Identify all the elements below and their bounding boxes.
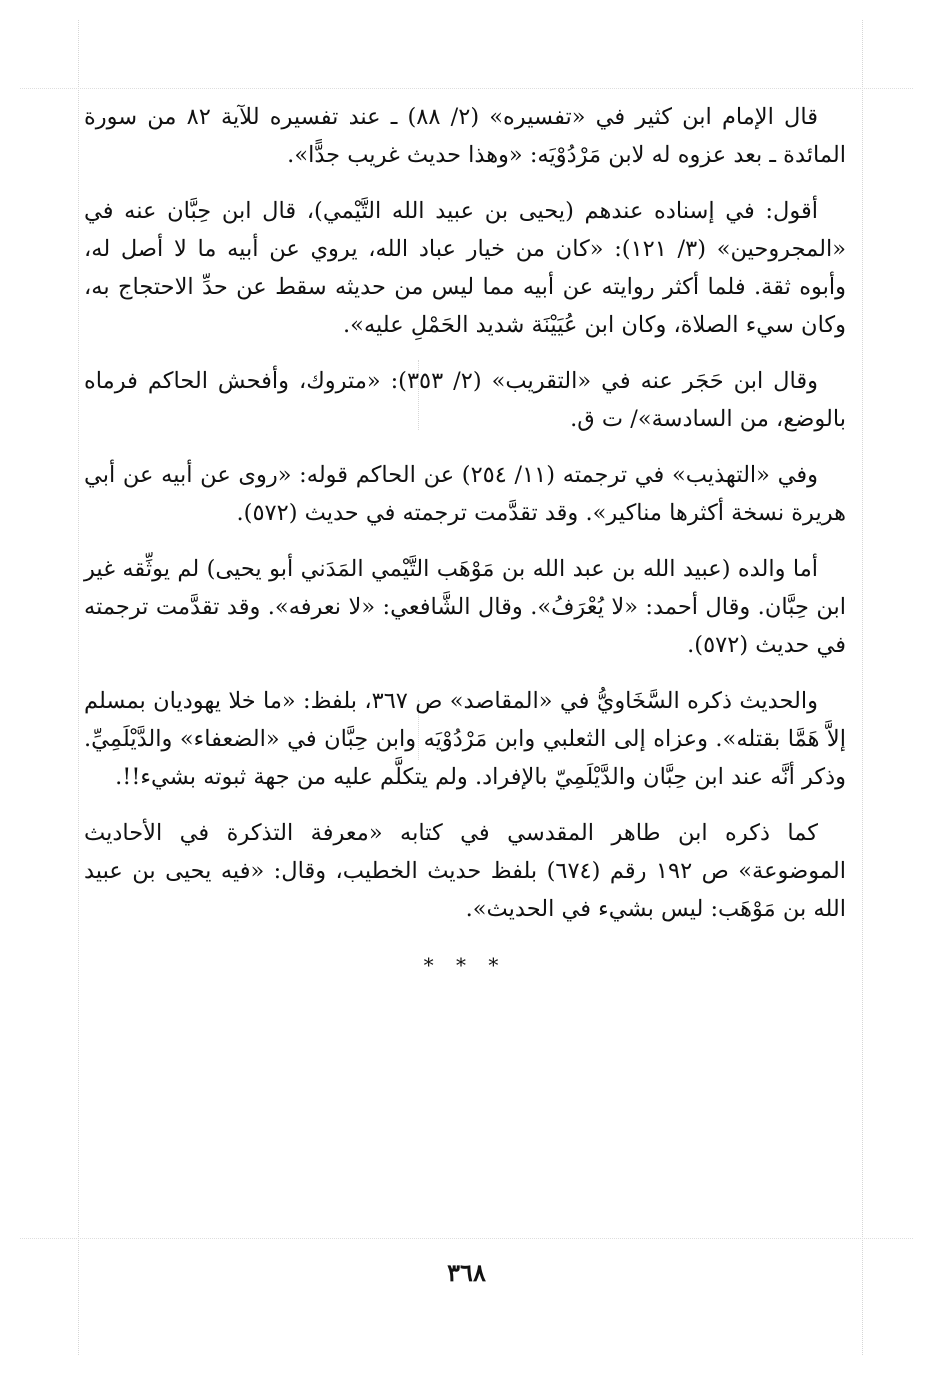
scan-guide-line xyxy=(20,1238,913,1239)
scan-guide-line xyxy=(20,88,913,89)
scan-guide-line xyxy=(78,20,79,1355)
paragraph-sakhawi: والحديث ذكره السَّخَاويُّ في «المقاصد» ص ٣٦٧، بلفظ: «ما خلا يهوديان بمسلم إلاَّ هَمَّا بقتله». وعزاه إلى الثعلبي وابن مَرْدُوْيَه وابن حِبَّان في «الضعفاء» والدَّيْلَمِيِّ. وذكر أنَّه عند ابن حِبَّان والدَّيْلَمِيّ بالإفراد. ولم يتكلَّم عليه من جهة ثبوته بشيء!!. xyxy=(84,688,846,790)
paragraph-isnad-analysis: أقول: في إسناده عندهم (يحيى بن عبيد الله التَّيْمي)، قال ابن حِبَّان عنه في «المجروحين» (٣/ ١٢١): «كان من خيار عباد الله، يروي عن أبيه ما لا أصل له، وأبوه ثقة. فلما أكثر روايته عن أبيه مما ليس من حديثه سقط عن حدِّ الاحتجاج به، وكان سيء الصلاة، وكان ابن عُيَيْنَة شديد الحَمْلِ عليه». xyxy=(84,198,847,338)
paragraph-taqrib: وقال ابن حَجَر عنه في «التقريب» (٢/ ٣٥٣): «متروك، وأفحش الحاكم فرماه بالوضع، من السادسة»/ ت ق. xyxy=(84,368,846,432)
paragraph-father: أما والده (عبيد الله بن عبد الله بن مَوْهَب التَّيْمي المَدَني أبو يحيى) لم يوثِّقه غير ابن حِبَّان. وقال أحمد: «لا يُعْرَفُ». وقال الشَّافعي: «لا نعرفه». وقد تقدَّمت ترجمته في حديث (٥٧٢). xyxy=(84,556,846,658)
scan-guide-line xyxy=(862,20,863,1355)
page-number: ٣٦٨ xyxy=(447,1258,486,1287)
section-separator: * * * xyxy=(423,953,507,977)
page-body xyxy=(84,98,846,984)
paragraph-ibn-tahir: كما ذكره ابن طاهر المقدسي في كتابه «معرفة التذكرة في الأحاديث الموضوعة» ص ١٩٢ رقم (٦٧٤) بلفظ حديث الخطيب، وقال: «فيه يحيى بن عبيد الله بن مَوْهَب: ليس بشيء في الحديث». xyxy=(84,820,846,922)
paragraph-ibn-kathir: قال الإمام ابن كثير في «تفسيره» (٢/ ٨٨) ـ عند تفسيره للآية ٨٢ من سورة المائدة ـ بعد عزوه له لابن مَرْدُوْيَه: «وهذا حديث غريب جدًّا». xyxy=(84,104,846,168)
paragraph-tahdhib: وفي «التهذيب» في ترجمته (١١/ ٢٥٤) عن الحاكم قوله: «روى عن أبيه عن أبي هريرة نسخة أكثرها مناكير». وقد تقدَّمت ترجمته في حديث (٥٧٢). xyxy=(84,462,846,526)
